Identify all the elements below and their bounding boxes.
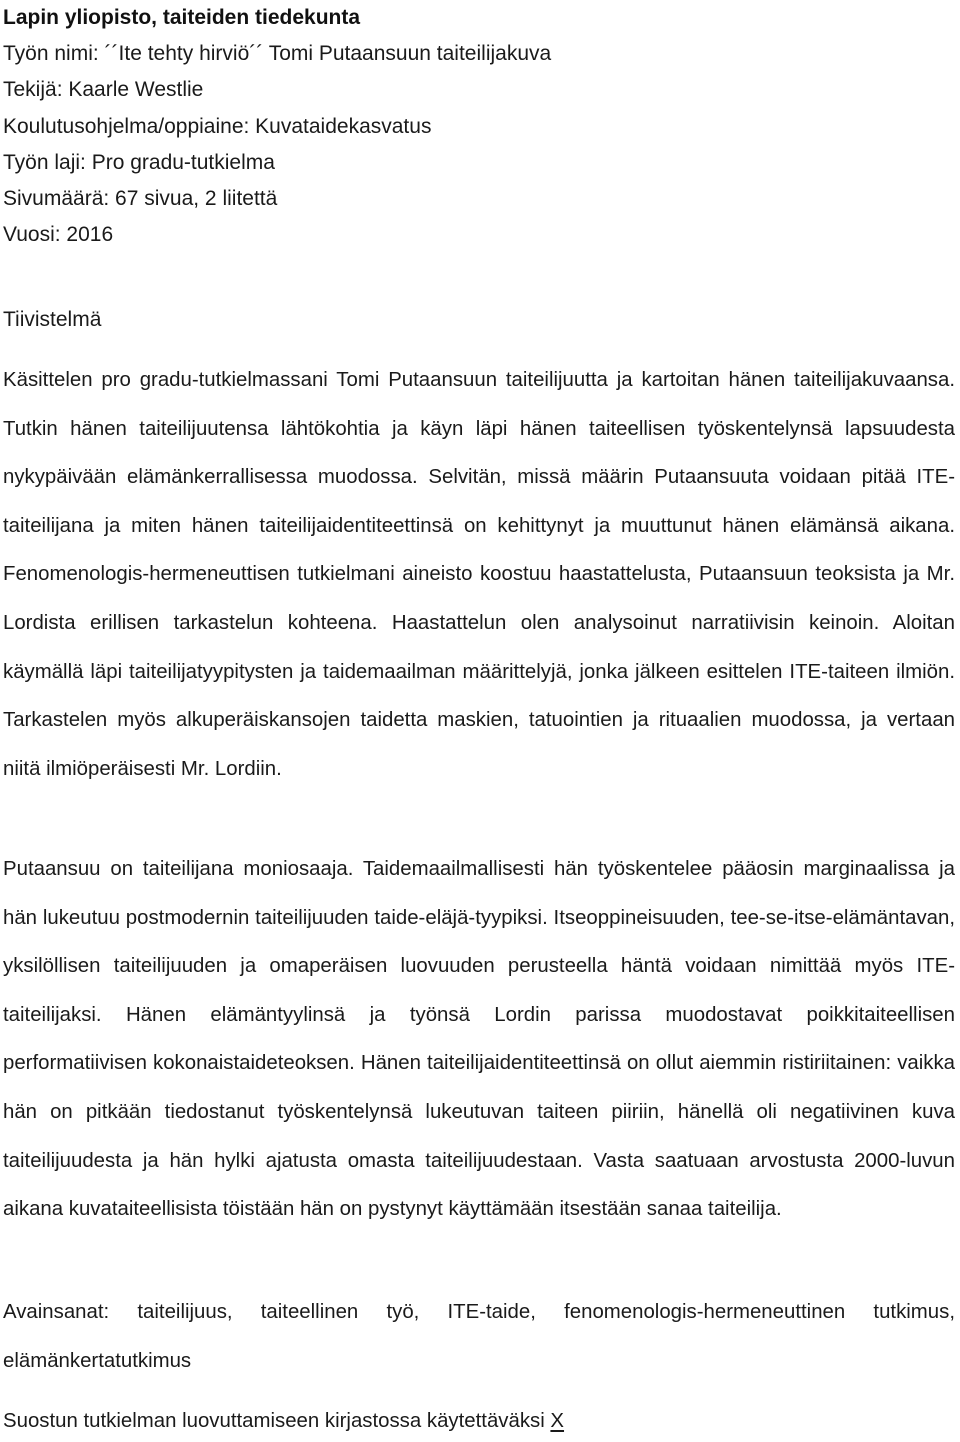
- abstract-paragraph-2: Putaansuu on taiteilijana moniosaaja. Taidemaailmallisesti hän työskentelee pääosin marginaalissa ja hän lukeutuu postmodernin taiteilijuuden taide-eläjä-tyypiksi. Itseoppineisuuden, tee-se-itse-elämäntavan, yksilöllisen taiteilijuuden ja omaperäisen luovuuden perusteella häntä voidaan nimittää myös ITE-taiteilijaksi. Hänen elämäntyylinsä ja työnsä Lordin parissa muodostavat poikkitaiteellisen performatiivisen kokonaistaideteoksen. Hänen taiteilijaidentiteettinsä on ollut aiemmin ristiriitainen: vaikka hän on pitkään tiedostanut työskentelynsä lukeutuvan taiteen piiriin, hänellä oli negatiivinen kuva taiteilijuudesta ja hän hylki ajatusta omasta taiteilijuudestaan. Vasta saatuaan arvostusta 2000-luvun aikana kuvataiteellisista töistään hän on pystynyt käyttämään itsestään sanaa taiteilija.: [3, 858, 955, 1221]
- abstract-paragraph-1: Käsittelen pro gradu-tutkielmassani Tomi Putaansuun taiteilijuutta ja kartoitan hänen taiteilijakuvaansa. Tutkin hänen taiteilijuutensa lähtökohtia ja käyn läpi hänen taiteellisen työskentelynsä lapsuudesta nykypäivään elämänkerrallisessa muodossa. Selvitän, missä määrin Putaansuuta voidaan pitää ITE-taiteilijana ja miten hänen taiteilijaidentiteettinsä on kehittynyt ja muuttunut hänen elämänsä aikana. Fenomenologis-hermeneuttisen tutkielmani aineisto koostuu haastattelusta, Putaansuun teoksista ja Mr. Lordista erillisen tarkastelun kohteena. Haastattelun olen analysoinut narratiivisin keinoin. Aloitan käymällä läpi taiteilijatyypitysten ja taidemaailman määrittelyjä, jonka jälkeen esittelen ITE-taiteen ilmiön. Tarkastelen myös alkuperäiskansojen taidetta maskien, tatuointien ja rituaalien muodossa, ja vertaan niitä ilmiöperäisesti Mr. Lordiin.: [3, 369, 955, 780]
- thesis-metadata: [3, 0, 955, 253]
- pages-line: Sivumäärä: 67 sivua, 2 liitettä: [3, 187, 278, 211]
- institution-line: Lapin yliopisto, taiteiden tiedekunta: [3, 6, 361, 29]
- title-line: Työn nimi: ´´Ite tehty hirviö´´ Tomi Putaansuun taiteilijakuva: [3, 42, 552, 66]
- document-page: [3, 0, 955, 1432]
- consent-text: Suostun tutkielman luovuttamiseen kirjastossa käytettäväksi: [3, 1410, 551, 1432]
- abstract-heading: Tiivistelmä: [3, 308, 102, 331]
- year-line: Vuosi: 2016: [3, 223, 114, 247]
- type-line: Työn laji: Pro gradu-tutkielma: [3, 150, 275, 174]
- keywords-line: Avainsanat: taiteilijuus, taiteellinen työ, ITE-taide, fenomenologis-hermeneuttinen tutkimus, elämänkertatutkimus: [3, 1301, 955, 1372]
- author-line: Tekijä: Kaarle Westlie: [3, 78, 204, 102]
- program-line: Koulutusohjelma/oppiaine: Kuvataidekasvatus: [3, 114, 432, 138]
- consent-mark: X: [550, 1410, 565, 1432]
